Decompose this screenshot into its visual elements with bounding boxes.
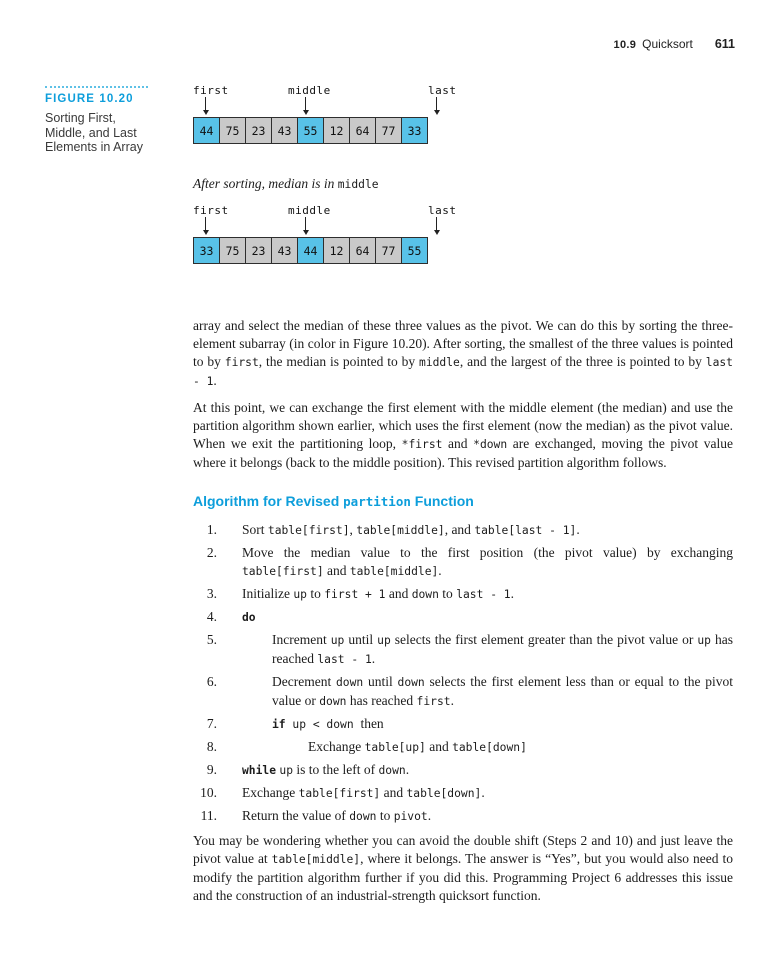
text-segment: and [442, 436, 474, 451]
algorithm-step [193, 807, 733, 826]
down-arrow-icon [433, 97, 440, 116]
algorithm-heading [193, 492, 733, 511]
text-segment: first [224, 356, 259, 369]
text-segment: pivot [393, 810, 428, 823]
text-segment: to [438, 586, 457, 601]
text-segment: . [213, 373, 217, 388]
text-segment: table[first] [267, 524, 350, 537]
text-segment: . [450, 693, 454, 708]
array-cell: 43 [271, 237, 298, 264]
text-segment: . [405, 762, 410, 777]
step-content [242, 585, 733, 604]
step-content [242, 521, 733, 540]
text-segment: first + 1 [324, 588, 386, 601]
text-segment: to [306, 586, 325, 601]
figure-dotted-rule [45, 86, 148, 88]
text-segment: table[middle] [356, 524, 445, 537]
array-cell: 55 [401, 237, 428, 264]
section-title: Quicksort [642, 37, 693, 51]
array-cell: 75 [219, 237, 246, 264]
text-segment: partition [343, 494, 411, 509]
text-segment: and [323, 563, 350, 578]
array-cell: 12 [323, 117, 350, 144]
down-arrow-icon [302, 97, 309, 116]
text-segment: first [416, 695, 451, 708]
figure-caption-block [45, 86, 165, 155]
text-segment: down [378, 764, 406, 777]
text-segment: . [371, 651, 376, 666]
step-content [242, 673, 733, 711]
algorithm-step [193, 608, 733, 627]
running-header [614, 37, 735, 51]
text-segment: last - 1 [456, 588, 511, 601]
text-segment: and [425, 739, 453, 754]
down-arrow-icon [433, 217, 440, 236]
pointer-label-middle: middle [288, 84, 331, 97]
text-segment: are exchanged, moving the pivot value where it belongs (back to the middle position). This revised partition algorithm follows. [193, 436, 734, 470]
text-segment: selects the first element less than or equal to the pivot value or [272, 674, 733, 708]
step-number: 2. [206, 545, 217, 560]
text-segment: , where it belongs. The answer is “Yes”, but you would also need to modify the partition algorithm further if you did this. Programming Project 6 addresses this issue and the construction of an industrial-strength quicksort function. [193, 851, 733, 903]
step-number: 4. [206, 609, 217, 624]
step-number: 10. [200, 785, 217, 800]
array-cell: 44 [193, 117, 220, 144]
text-segment: to [376, 808, 394, 823]
array-cell: 12 [323, 237, 350, 264]
text-segment: , and the largest of the three is pointed to by [459, 354, 706, 369]
pointer-label-first: first [193, 204, 229, 217]
text-segment: table[middle] [271, 853, 361, 866]
text-segment: Exchange [242, 785, 299, 800]
step-number: 8. [206, 739, 217, 754]
text-segment: array and select the median of these three values as the pivot. We can do this by sorting the three-element subarray (in color in Figure 10.20). After sorting, the smallest of the three values is pointed to by [193, 318, 733, 369]
step-content [242, 807, 733, 826]
step-content [242, 738, 733, 757]
array-cell: 75 [219, 117, 246, 144]
text-segment: . [481, 785, 485, 800]
step-number: 1. [206, 522, 217, 537]
text-segment: table[first] [242, 565, 324, 578]
algorithm-step [193, 715, 733, 734]
array-cell: 33 [193, 237, 220, 264]
text-segment: . [510, 586, 514, 601]
algorithm-step [193, 738, 733, 757]
step-number: 6. [206, 674, 217, 689]
text-segment: up [377, 634, 391, 647]
algorithm-step [193, 673, 733, 711]
text-segment: Return the value of [242, 808, 350, 823]
text-segment: Increment [272, 632, 331, 647]
array-diagram-after [193, 204, 483, 264]
page-number: 611 [714, 37, 735, 51]
down-arrow-icon [302, 217, 309, 236]
text-segment: , the median is pointed to by [258, 354, 420, 369]
algorithm-step [193, 544, 733, 581]
step-number: 9. [206, 762, 217, 777]
text-segment: do [242, 611, 256, 624]
step-content [242, 761, 733, 780]
step-content [242, 544, 733, 581]
text-segment: table[first] [298, 787, 381, 800]
step-number: 5. [206, 632, 217, 647]
down-arrow-icon [202, 217, 209, 236]
algorithm-step [193, 521, 733, 540]
text-segment: table[last - 1] [474, 524, 577, 537]
text-segment: *down [473, 438, 508, 451]
text-segment: Algorithm for Revised [193, 493, 344, 509]
text-segment: Sort [242, 522, 268, 537]
text-segment: table[up] [364, 741, 426, 754]
array-cell: 43 [271, 117, 298, 144]
algorithm-step [193, 761, 733, 780]
pointer-label-first: first [193, 84, 229, 97]
text-segment: up [279, 764, 293, 777]
algorithm-step [193, 784, 733, 803]
text-segment: until [344, 632, 378, 647]
body-paragraph [193, 399, 733, 472]
array-cell: 44 [297, 237, 324, 264]
text-segment: . [427, 808, 432, 823]
text-segment: and [385, 586, 412, 601]
closing-paragraph [193, 832, 733, 905]
array-row [193, 117, 428, 144]
text-segment: down [411, 588, 439, 601]
text-segment: At this point, we can exchange the first element with the middle element (the median) and use the partition algorithm shown earlier, which uses the first element (now the median) as the pivot value. When we exit the partitioning loop, [193, 400, 733, 451]
text-segment: until [363, 674, 398, 689]
array-cell: 77 [375, 237, 402, 264]
text-segment: After sorting, median is in [193, 176, 338, 191]
algorithm-step [193, 631, 733, 669]
array-cell: 64 [349, 117, 376, 144]
text-segment: has reached [346, 693, 417, 708]
down-arrow-icon [202, 97, 209, 116]
text-segment: down [397, 676, 425, 689]
text-segment: middle [419, 356, 460, 369]
text-segment: , [349, 522, 357, 537]
figure-caption: Sorting First, Middle, and Last Elements in Array [45, 111, 143, 154]
step-content [242, 608, 733, 627]
text-segment: up [697, 634, 711, 647]
body-paragraph [193, 317, 733, 391]
text-segment: . [576, 522, 580, 537]
text-segment: down [336, 676, 364, 689]
step-number: 3. [206, 586, 217, 601]
text-segment: Function [410, 493, 474, 509]
text-segment: , and [444, 522, 475, 537]
text-segment: Initialize [242, 586, 294, 601]
array-cell: 33 [401, 117, 428, 144]
text-segment: You may be wondering whether you can avoid the double shift (Steps 2 and 10) and just leave the pivot value at [193, 833, 733, 866]
pointer-label-last: last [428, 84, 457, 97]
pointer-label-last: last [428, 204, 457, 217]
array-cell: 77 [375, 117, 402, 144]
text-segment: up [330, 634, 345, 647]
array-row [193, 237, 428, 264]
text-segment: is to the left of [293, 762, 379, 777]
text-segment: Exchange [308, 739, 365, 754]
text-segment: has reached [272, 632, 733, 666]
algorithm-list [193, 521, 733, 826]
array-cell: 23 [245, 117, 272, 144]
text-segment: and [380, 785, 407, 800]
text-column [193, 317, 733, 905]
text-segment: if [272, 718, 286, 731]
text-segment: middle [337, 178, 379, 191]
text-segment: last - 1 [193, 356, 733, 388]
array-diagram-before [193, 84, 483, 144]
array-cell: 23 [245, 237, 272, 264]
step-number: 11. [200, 808, 217, 823]
text-segment: *first [401, 438, 443, 451]
pointer-label-middle: middle [288, 204, 331, 217]
text-segment: table[middle] [349, 565, 439, 578]
text-segment: table[down] [406, 787, 482, 800]
text-segment: table[down] [452, 741, 527, 754]
text-segment: down [319, 695, 347, 708]
text-segment: last - 1 [317, 653, 372, 666]
algorithm-step [193, 585, 733, 604]
figure-label: FIGURE 10.20 [45, 93, 134, 105]
text-segment: up [293, 588, 307, 601]
text-segment: then [360, 716, 384, 731]
text-segment: while [242, 764, 277, 777]
text-segment: Decrement [272, 674, 336, 689]
figure-note [193, 176, 379, 192]
text-segment: Move the median value to the first position (the pivot value) by exchanging [242, 545, 733, 560]
section-number: 10.9 [613, 39, 637, 51]
text-segment: down [349, 810, 377, 823]
step-content [242, 631, 733, 669]
text-segment: . [438, 563, 442, 578]
text-segment: selects the first element greater than the pivot value or [390, 632, 698, 647]
step-content [242, 784, 733, 803]
array-cell: 64 [349, 237, 376, 264]
step-content [242, 715, 733, 734]
step-number: 7. [206, 716, 217, 731]
array-cell: 55 [297, 117, 324, 144]
text-segment: up < down [285, 718, 361, 731]
